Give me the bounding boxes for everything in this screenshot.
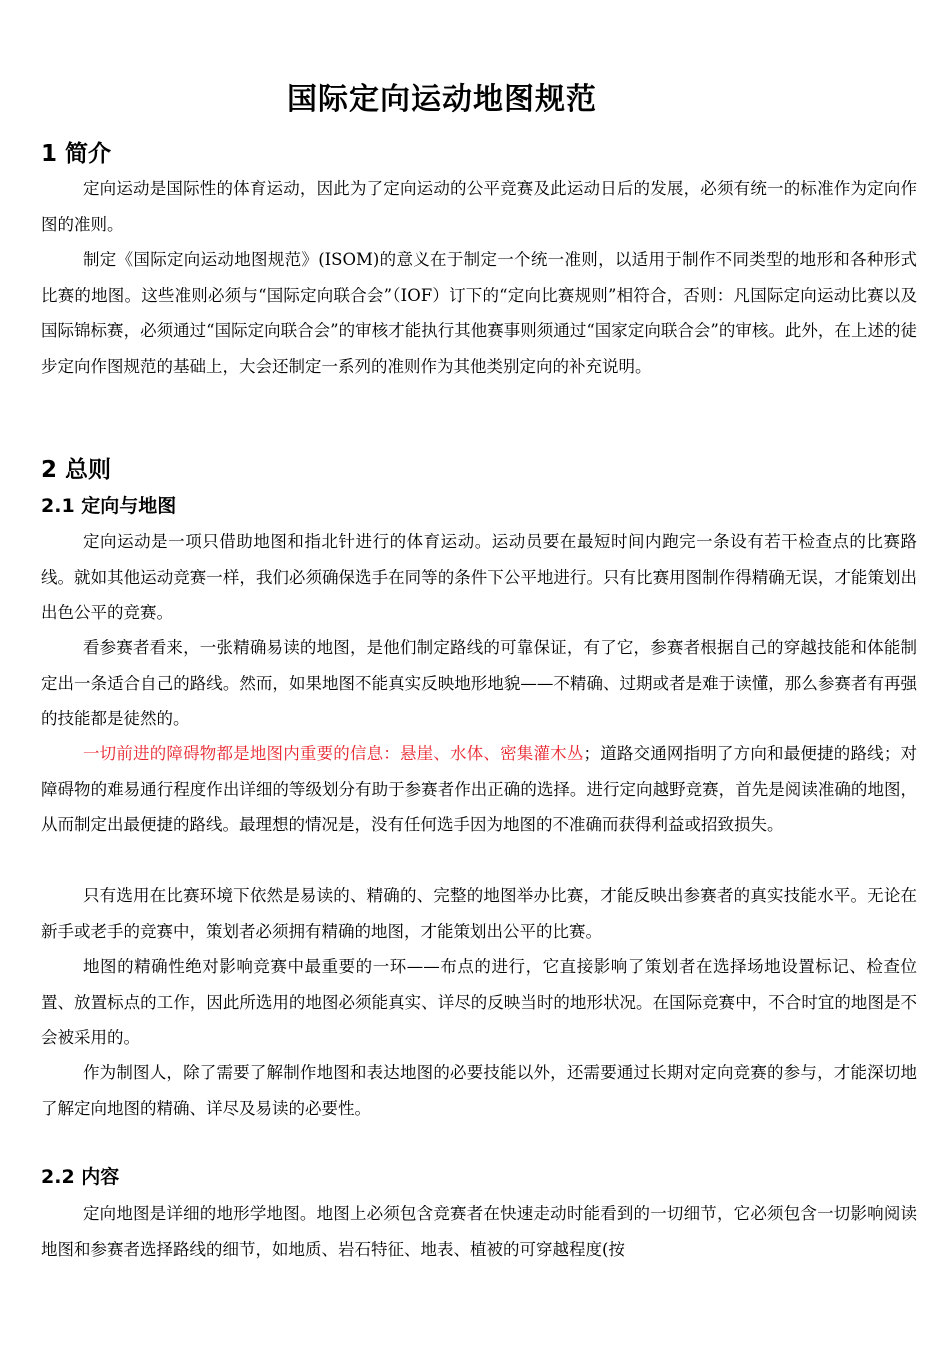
section-1-heading: 1 简介 [41, 141, 112, 167]
obstacle-paragraph-rest: ；道路交通网指明了方向和最便捷的路线；对障碍物的难易通行程度作出详细的等级划分有助于参赛者作出正确的选择。进行定向越野竞赛，首先是阅读准确的地图，从而制定出最便捷的路线。最理想的情况是，没有任何选手因为地图的不准确而获得利益或招致损失。 [41, 744, 918, 834]
section-2-1-paragraph-5: 地图的精确性绝对影响竞赛中最重要的一环——布点的进行，它直接影响了策划者在选择场地设置标记、检查位置、放置标点的工作，因此所选用的地图必须能真实、详尽的反映当时的地形状况。在国际竞赛中，不合时宜的地图是不会被采用的。 [41, 957, 917, 1047]
obstacle-highlight-text: 一切前进的障碍物都是地图内重要的信息：悬崖、水体、密集灌木丛 [83, 744, 584, 763]
section-1-paragraph-2: 制定《国际定向运动地图规范》(ISOM)的意义在于制定一个统一准则，以适用于制作不同类型的地形和各种形式比赛的地图。这些准则必须与“国际定向联合会”（IOF）订下的“定向比赛规则”相符合，否则：凡国际定向运动比赛以及国际锦标赛，必须通过“国际定向联合会”的审核才能执行其他赛事则须通过“国家定向联合会”的审核。此外，在上述的徒步定向作图规范的基础上，大会还制定一系列的准则作为其他类别定向的补充说明。 [41, 250, 917, 376]
document-title: 国际定向运动地图规范 [287, 82, 597, 117]
section-1-paragraph-1: 定向运动是国际性的体育运动，因此为了定向运动的公平竞赛及此运动日后的发展，必须有统一的标准作为定向作图的准则。 [41, 179, 917, 234]
section-2-2-paragraph-1: 定向地图是详细的地形学地图。地图上必须包含竞赛者在快速走动时能看到的一切细节，它必须包含一切影响阅读地图和参赛者选择路线的细节，如地质、岩石特征、地表、植被的可穿越程度(按 [41, 1204, 917, 1259]
section-2-1-paragraph-1: 定向运动是一项只借助地图和指北针进行的体育运动。运动员要在最短时间内跑完一条设有若干检查点的比赛路线。就如其他运动竞赛一样，我们必须确保选手在同等的条件下公平地进行。只有比赛用图制作得精确无误，才能策划出出色公平的竞赛。 [41, 532, 917, 622]
section-2-1-paragraph-2: 看参赛者看来，一张精确易读的地图，是他们制定路线的可靠保证，有了它，参赛者根据自己的穿越技能和体能制定出一条适合自己的路线。然而，如果地图不能真实反映地形地貌——不精确、过期或者是难于读懂，那么参赛者有再强的技能都是徒然的。 [41, 638, 917, 728]
section-2-heading: 2 总则 [41, 457, 112, 483]
section-2-2-heading: 2.2 内容 [41, 1166, 120, 1188]
section-2-1-heading: 2.1 定向与地图 [41, 495, 177, 517]
section-2-1-paragraph-4: 只有选用在比赛环境下依然是易读的、精确的、完整的地图举办比赛，才能反映出参赛者的真实技能水平。无论在新手或老手的竞赛中，策划者必须拥有精确的地图，才能策划出公平的比赛。 [41, 886, 917, 941]
section-2-1-paragraph-3 [41, 736, 917, 843]
section-2-1-paragraph-6: 作为制图人，除了需要了解制作地图和表达地图的必要技能以外，还需要通过长期对定向竞赛的参与，才能深切地了解定向地图的精确、详尽及易读的必要性。 [41, 1063, 917, 1118]
